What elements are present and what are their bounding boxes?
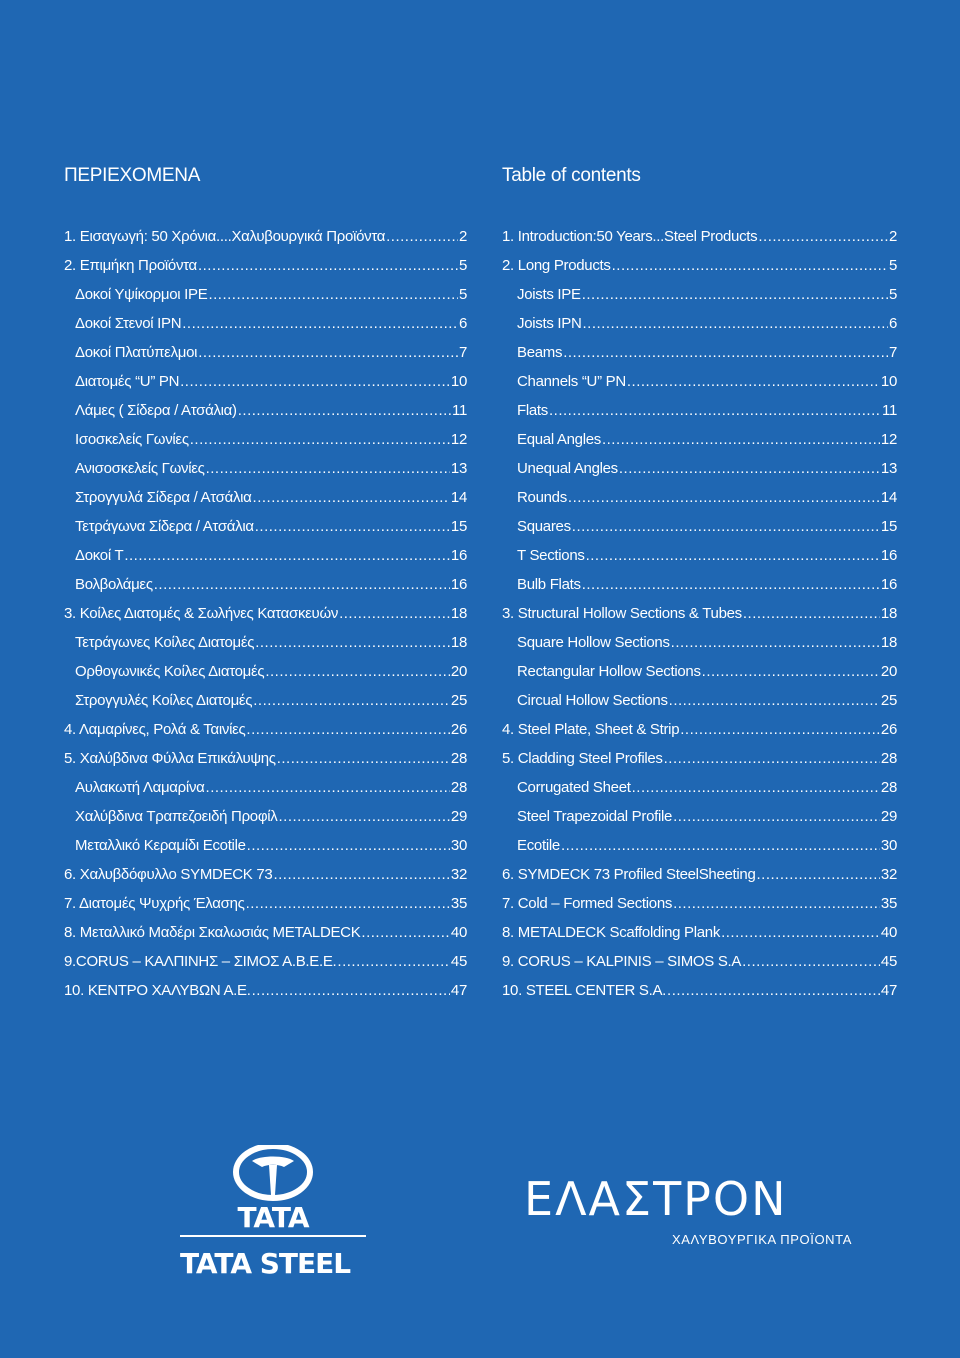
toc-entry[interactable]: Τετράγωνα Σίδερα / Ατσάλια ..... 15 bbox=[64, 515, 467, 544]
toc-entry[interactable]: Channels “U” PN ..... 10 bbox=[502, 370, 897, 399]
english-toc-heading: Table of contents bbox=[502, 165, 641, 186]
toc-entry[interactable]: Στρογγυλά Σίδερα / Ατσάλια ..... 14 bbox=[64, 486, 467, 515]
toc-entry[interactable]: 4. Λαμαρίνες, Ρολά & Ταινίες ..... 26 bbox=[64, 718, 467, 747]
toc-entry[interactable]: Δοκοί Τ ..... 16 bbox=[64, 544, 467, 573]
toc-entry[interactable]: Beams ..... 7 bbox=[502, 341, 897, 370]
toc-entry[interactable]: Δοκοί Στενοί IPN ..... 6 bbox=[64, 312, 467, 341]
toc-entry[interactable]: 1. Introduction:50 Years...Steel Products ..... 2 bbox=[502, 225, 897, 254]
elastron-wordmark: ΕΛΑΣΤΡΟΝ bbox=[524, 1172, 788, 1226]
tata-wordmark: TATA bbox=[237, 1201, 309, 1234]
elastron-logo bbox=[524, 1172, 854, 1252]
toc-entry[interactable]: 3. Structural Hollow Sections & Tubes ..... 18 bbox=[502, 602, 897, 631]
toc-entry[interactable]: Bulb Flats ..... 16 bbox=[502, 573, 897, 602]
toc-entry[interactable]: 2. Επιμήκη Προϊόντα ..... 5 bbox=[64, 254, 467, 283]
toc-entry[interactable]: 7. Cold – Formed Sections ..... 35 bbox=[502, 892, 897, 921]
logo-divider bbox=[180, 1235, 366, 1237]
toc-entry[interactable]: 1. Εισαγωγή: 50 Χρόνια....Χαλυβουργικά Προϊόντα ..... 2 bbox=[64, 225, 467, 254]
greek-toc-heading: ΠΕΡΙΕΧΟΜΕΝΑ bbox=[64, 165, 201, 186]
toc-entry[interactable]: Χαλύβδινα Τραπεζοειδή Προφίλ ..... 29 bbox=[64, 805, 467, 834]
toc-entry[interactable]: 8. METALDECK Scaffolding Plank ..... 40 bbox=[502, 921, 897, 950]
toc-entry[interactable]: 7. Διατομές Ψυχρής Έλασης ..... 35 bbox=[64, 892, 467, 921]
toc-entry[interactable]: Flats ..... 11 bbox=[502, 399, 897, 428]
toc-entry[interactable]: Equal Angles ..... 12 bbox=[502, 428, 897, 457]
toc-entry[interactable]: Steel Trapezoidal Profile ..... 29 bbox=[502, 805, 897, 834]
toc-entry[interactable]: Στρογγυλές Κοίλες Διατομές ..... 25 bbox=[64, 689, 467, 718]
toc-entry[interactable]: Ανισοσκελείς Γωνίες ..... 13 bbox=[64, 457, 467, 486]
toc-entry[interactable]: Rounds ..... 14 bbox=[502, 486, 897, 515]
tata-steel-wordmark: TATA STEEL bbox=[180, 1247, 351, 1280]
toc-entry[interactable]: 6. Χαλυβδόφυλλο SYMDECK 73 ..... 32 bbox=[64, 863, 467, 892]
toc-entry[interactable]: Squares ..... 15 bbox=[502, 515, 897, 544]
toc-entry[interactable]: 5. Cladding Steel Profiles ..... 28 bbox=[502, 747, 897, 776]
toc-entry[interactable]: 9. CORUS – KALPINIS – SIMOS S.A ..... 45 bbox=[502, 950, 897, 979]
tata-steel-logo bbox=[180, 1145, 366, 1285]
greek-toc-list bbox=[64, 225, 467, 1008]
toc-entry[interactable]: 3. Κοίλες Διατομές & Σωλήνες Κατασκευών ..... 18 bbox=[64, 602, 467, 631]
toc-entry[interactable]: 9.CORUS – ΚΑΛΠΙΝΗΣ – ΣΙΜΟΣ Α.Β.Ε.Ε. ..... 45 bbox=[64, 950, 467, 979]
toc-entry[interactable]: Rectangular Hollow Sections ..... 20 bbox=[502, 660, 897, 689]
toc-entry[interactable]: Μεταλλικό Κεραμίδι Ecotile ..... 30 bbox=[64, 834, 467, 863]
toc-entry[interactable]: 5. Χαλύβδινα Φύλλα Επικάλυψης ..... 28 bbox=[64, 747, 467, 776]
toc-entry[interactable]: 10. ΚΕΝΤΡΟ ΧΑΛΥΒΩΝ Α.Ε. ..... 47 bbox=[64, 979, 467, 1008]
toc-entry[interactable]: Αυλακωτή Λαμαρίνα ..... 28 bbox=[64, 776, 467, 805]
toc-entry[interactable]: Circual Hollow Sections ..... 25 bbox=[502, 689, 897, 718]
toc-entry[interactable]: Ισοσκελείς Γωνίες ..... 12 bbox=[64, 428, 467, 457]
toc-entry[interactable]: 4. Steel Plate, Sheet & Strip ..... 26 bbox=[502, 718, 897, 747]
toc-entry[interactable]: 2. Long Products ..... 5 bbox=[502, 254, 897, 283]
toc-entry[interactable]: Corrugated Sheet ..... 28 bbox=[502, 776, 897, 805]
english-toc-list bbox=[502, 225, 897, 1008]
elastron-tagline: ΧΑΛΥΒΟΥΡΓΙΚΑ ΠΡΟΪΟΝΤΑ bbox=[672, 1232, 852, 1247]
toc-entry[interactable]: 6. SYMDECK 73 Profiled SteelSheeting ..... 32 bbox=[502, 863, 897, 892]
tata-emblem-icon bbox=[180, 1145, 366, 1205]
toc-entry[interactable]: Joists IPE ..... 5 bbox=[502, 283, 897, 312]
toc-entry[interactable]: Λάμες ( Σίδερα / Ατσάλια) ..... 11 bbox=[64, 399, 467, 428]
toc-entry[interactable]: Δοκοί Πλατύπελμοι ..... 7 bbox=[64, 341, 467, 370]
toc-entry[interactable]: Joists IPN ..... 6 bbox=[502, 312, 897, 341]
toc-entry[interactable]: 10. STEEL CENTER S.A. ..... 47 bbox=[502, 979, 897, 1008]
toc-entry[interactable]: Ecotile ..... 30 bbox=[502, 834, 897, 863]
toc-entry[interactable]: Διατομές “U” PN ..... 10 bbox=[64, 370, 467, 399]
toc-entry[interactable]: Βολβολάμες ..... 16 bbox=[64, 573, 467, 602]
toc-entry[interactable]: 8. Μεταλλικό Μαδέρι Σκαλωσιάς METALDECK ..... 40 bbox=[64, 921, 467, 950]
toc-entry[interactable]: Ορθογωνικές Κοίλες Διατομές ..... 20 bbox=[64, 660, 467, 689]
toc-entry[interactable]: T Sections ..... 16 bbox=[502, 544, 897, 573]
toc-entry[interactable]: Square Hollow Sections ..... 18 bbox=[502, 631, 897, 660]
toc-entry[interactable]: Τετράγωνες Κοίλες Διατομές ..... 18 bbox=[64, 631, 467, 660]
toc-entry[interactable]: Unequal Angles ..... 13 bbox=[502, 457, 897, 486]
toc-entry[interactable]: Δοκοί Υψίκορμοι IPE ..... 5 bbox=[64, 283, 467, 312]
